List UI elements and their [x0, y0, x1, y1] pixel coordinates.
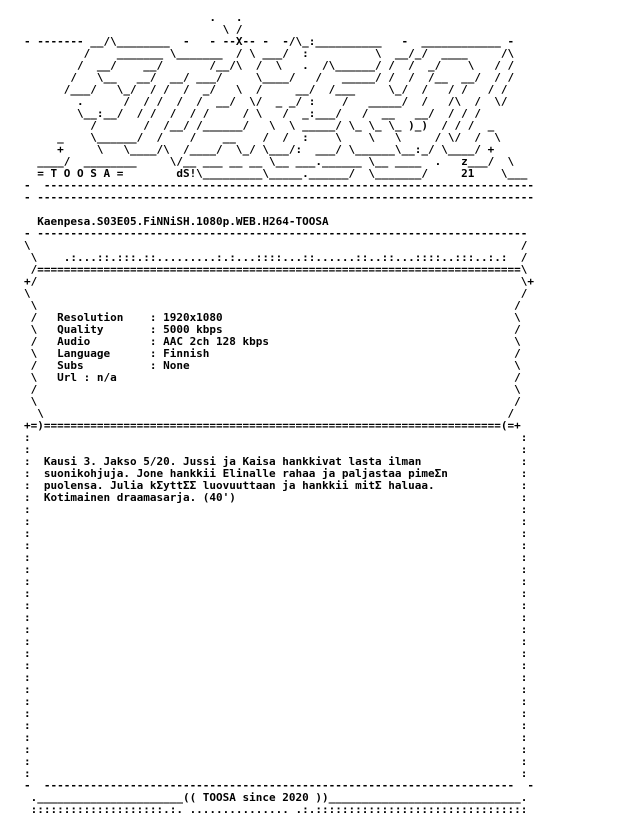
nfo-ascii-text: . . \ / - ------- __/\________ - - --X-- - -/\_:__________ - ____________ - / _______ \_______ / \ ___/ : \ __/_/ ____ /\ / __/ __/ /__/\ / \ . /\______/ / / _/ \ / / / \__ __/ __/ ___/ \____/ / _____/ / / /__ __/ / / /___/ \_/ / / / _/ \ / __/ /___ \_/ / / / / / . / / / / / __/ \/ _ _/ : / _____/ / /\ / \/ \__:__/ / / / / / / \ / _:___/ / __ __/ / / / / / /__/ /______/ \ \ _____/ \_ \_ \_ )_) / / / _ _ \______/ / / __ / / : \ \ \ / \/ / \ + \ \____/\ /____/ \_/ \___/: ___/ \______\__:_/ \____/ + ____/ ________ \/__ ___ __ __ \__ ___.______ \__ ____ . z___/ \ = T O O S A = dS!\_________\_____.______/ \_______/ 21 \___ - -------------------------------------------------------------------------- - --------------------------------------------------------------------------- Kaenpesa.S03E05.FiNNiSH.1080p.WEB.H264-TOOSA - -------------------------------------------------------------------------- \ / \ .:...::.:::.::.........:.:...::::...::......::..::...::::..:::..:.: / /=========================================================================\ +/ \+ \ / \ / / Resolution : 1920x1080 \ \ Quality : 5000 kbps / / Audio : AAC 2ch 128 kbps \ \ Language : Finnish / / Subs : None \ \ Url : n/a / / \ \ / \ / +=)=====================================================================(=+ : : : : : Kausi 3. Jakso 5/20. Jussi ja Kaisa hankkivat lasta ilman : : suonikohjuja. Jone hankkii Elinalle rahaa ja paljastaa pimeΣn : : puolensa. Julia kΣyttΣΣ luovuuttaan ja hankkii mitΣ haluaa. : : Kotimainen draamasarja. (40') : : : : : : : : : : : : : : : : : : : : : : : : : : : : : : : : : : : : : : : : : : : : : : : - ----------------------------------------------------------------------- - .______________________(( TOOSA since 2020 ))_____________________________. ::::::::::::::::::::.:. ............... .:.::::::::::::::::::::::::::::::::	[24, 11, 534, 816]
